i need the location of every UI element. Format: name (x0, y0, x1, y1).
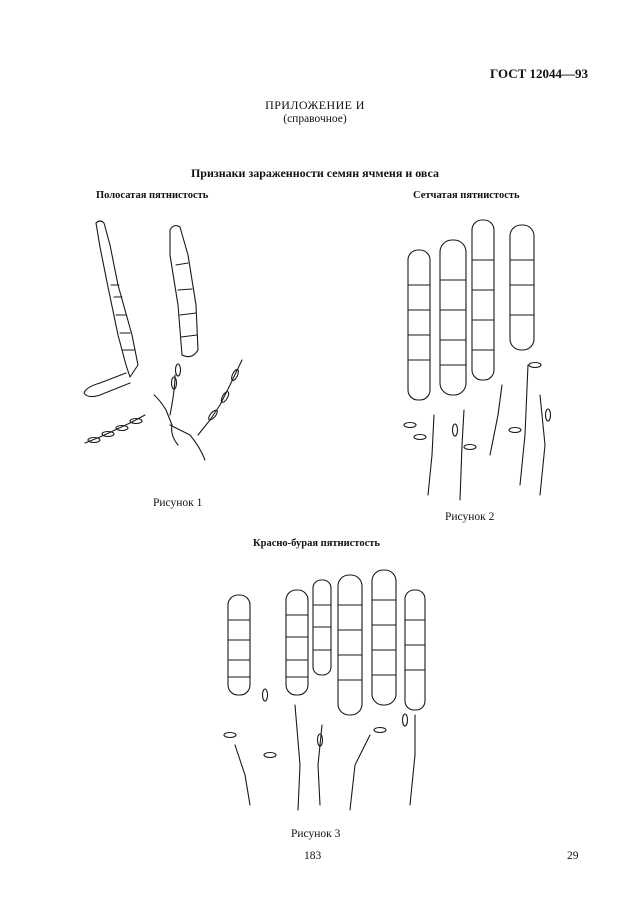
appendix-title: ПРИЛОЖЕНИЕ И (265, 98, 365, 112)
figure-3-heading: Красно-бурая пятнистость (253, 538, 380, 549)
standard-number: ГОСТ 12044—93 (490, 66, 589, 81)
figure-1-illustration (70, 215, 280, 475)
section-title: Признаки зараженности семян ячменя и овса (190, 166, 440, 180)
figure-1-caption: Рисунок 1 (153, 497, 203, 509)
figure-3-caption: Рисунок 3 (291, 828, 341, 840)
figure-2-illustration (390, 215, 570, 505)
appendix-subtitle: (справочное) (283, 113, 347, 125)
figure-2-caption: Рисунок 2 (445, 511, 495, 523)
page-number-right: 29 (567, 850, 579, 862)
figure-1-heading: Полосатая пятнистость (96, 190, 209, 201)
figure-2-heading: Сетчатая пятнистость (413, 190, 520, 201)
figure-3-illustration (210, 565, 435, 815)
page-number-center: 183 (304, 850, 322, 862)
